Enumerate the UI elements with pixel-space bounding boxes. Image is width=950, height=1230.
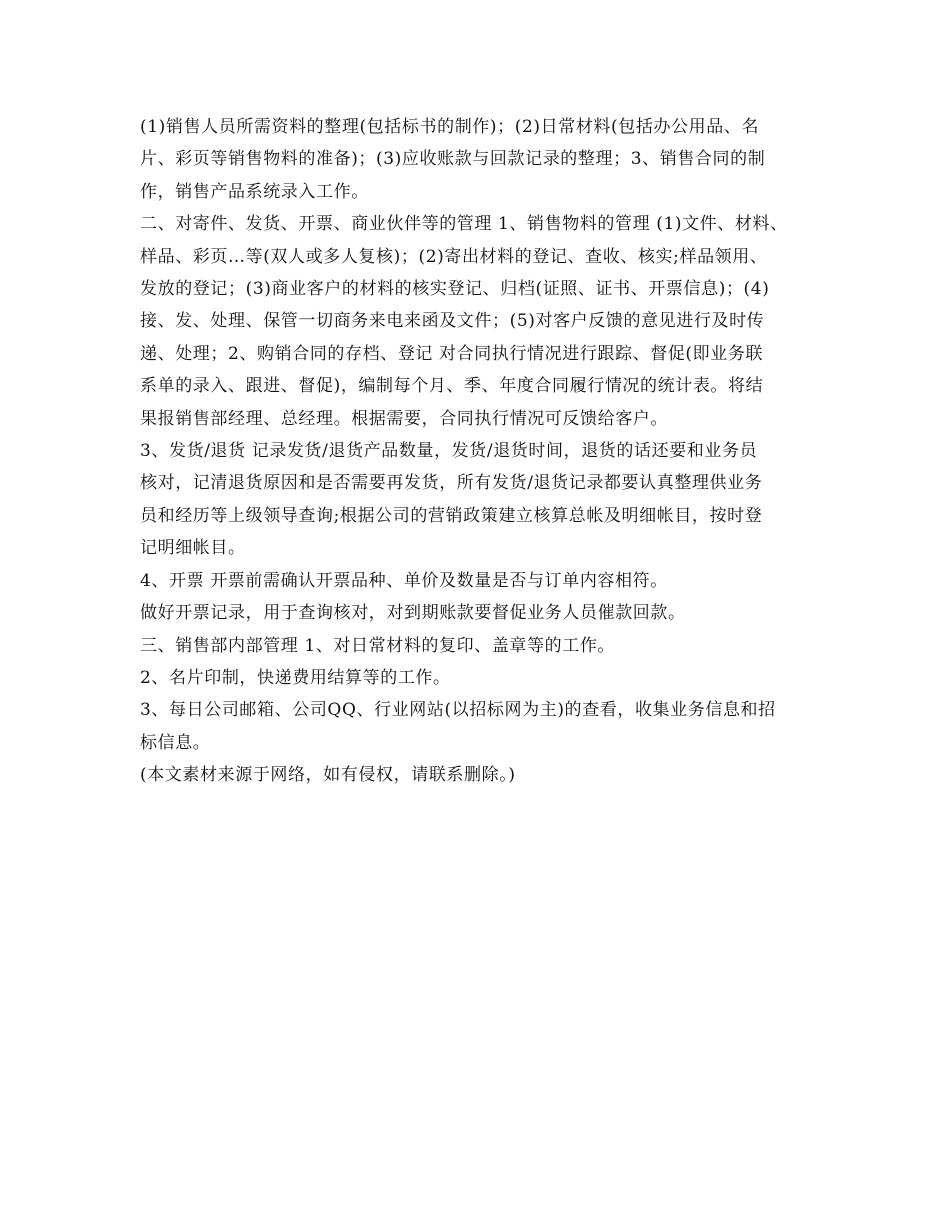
text-line: 核对，记清退货原因和是否需要再发货，所有发货/退货记录都要认真整理供业务 xyxy=(140,473,763,494)
text-line: 接、发、处理、保管一切商务来电来函及文件；(5)对客户反馈的意见进行及时传 xyxy=(140,311,765,332)
text-line: 三、销售部内部管理 1、对日常材料的复印、盖章等的工作。 xyxy=(140,635,616,656)
text-line: 3、发货/退货 记录发货/退货产品数量，发货/退货时间，退货的话还要和业务员 xyxy=(140,441,758,462)
text-line: 果报销售部经理、总经理。根据需要，合同执行情况可反馈给客户。 xyxy=(140,408,668,429)
text-line: 片、彩页等销售物料的准备)；(3)应收账款与回款记录的整理；3、销售合同的制 xyxy=(140,149,766,170)
text-line: 二、对寄件、发货、开票、商业伙伴等的管理 1、销售物料的管理 (1)文件、材料、 xyxy=(140,214,788,235)
text-line: 做好开票记录，用于查询核对，对到期账款要督促业务人员催款回款。 xyxy=(140,603,686,624)
paragraph-disclaimer xyxy=(140,759,830,791)
text-line: 员和经历等上级领导查询;根据公司的营销政策建立核算总帐及明细帐目，按时登 xyxy=(140,505,763,526)
paragraph-sales-materials xyxy=(140,111,830,208)
text-line: 系单的录入、跟进、督促)，编制每个月、季、年度合同履行情况的统计表。将结 xyxy=(140,376,764,397)
text-line: 2、名片印制，快递费用结算等的工作。 xyxy=(140,667,451,688)
text-line: 记明细帐目。 xyxy=(140,538,246,559)
paragraph-internal-management xyxy=(140,630,830,662)
text-line: 4、开票 开票前需确认开票品种、单价及数量是否与订单内容相符。 xyxy=(140,570,668,591)
paragraph-business-cards xyxy=(140,662,830,694)
text-line: 样品、彩页…等(双人或多人复核)；(2)寄出材料的登记、查收、核实;样品领用、 xyxy=(140,246,768,267)
text-line: 发放的登记；(3)商业客户的材料的核实登记、归档(证照、证书、开票信息)；(4) xyxy=(140,279,770,300)
text-line: 递、处理；2、购销合同的存档、登记 对合同执行情况进行跟踪、督促(即业务联 xyxy=(140,343,764,364)
document-body xyxy=(140,111,830,792)
paragraph-daily-checks xyxy=(140,694,830,759)
text-line: 标信息。 xyxy=(140,732,211,753)
paragraph-returns xyxy=(140,435,830,565)
paragraph-invoice-records xyxy=(140,597,830,629)
text-line: 作，销售产品系统录入工作。 xyxy=(140,181,369,202)
paragraph-shipping-management xyxy=(140,208,830,435)
paragraph-invoicing xyxy=(140,565,830,597)
text-line: (1)销售人员所需资料的整理(包括标书的制作)；(2)日常材料(包括办公用品、名 xyxy=(140,117,760,137)
text-line: 3、每日公司邮箱、公司QQ、行业网站(以招标网为主)的查看，收集业务信息和招 xyxy=(140,700,776,721)
text-line: (本文素材来源于网络，如有侵权，请联系删除。) xyxy=(140,765,516,786)
